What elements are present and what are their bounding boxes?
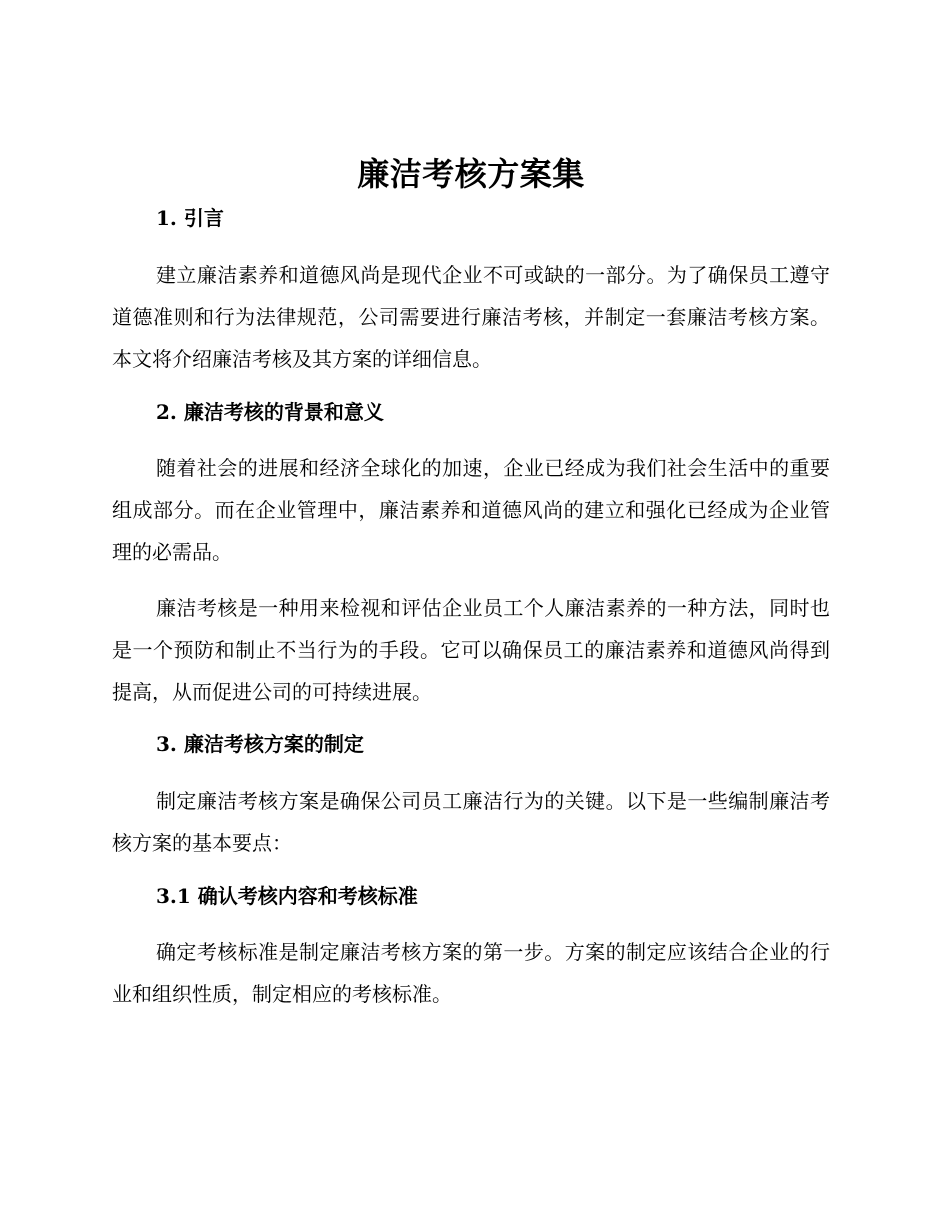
section-heading-introduction: 1. 引言: [156, 206, 224, 230]
paragraph-background-2: 廉洁考核是一种用来检视和评估企业员工个人廉洁素养的一种方法，同时也是一个预防和制止不当行为的手段。它可以确保员工的廉洁素养和道德风尚得到提高，从而促进公司的可持续进展。: [112, 596, 830, 704]
paragraph-formulation: 制定廉洁考核方案是确保公司员工廉洁行为的关键。以下是一些编制廉洁考核方案的基本要点：: [112, 789, 830, 855]
document-title: 廉洁考核方案集: [357, 155, 585, 193]
paragraph-background-1: 随着社会的进展和经济全球化的加速，企业已经成为我们社会生活中的重要组成部分。而在企业管理中，廉洁素养和道德风尚的建立和强化已经成为企业管理的必需品。: [112, 456, 830, 564]
document-page: [112, 150, 830, 1015]
section-heading-background: 2. 廉洁考核的背景和意义: [156, 400, 384, 424]
paragraph-introduction: 建立廉洁素养和道德风尚是现代企业不可或缺的一部分。为了确保员工遵守道德准则和行为法律规范，公司需要进行廉洁考核，并制定一套廉洁考核方案。本文将介绍廉洁考核及其方案的详细信息。: [112, 263, 830, 371]
paragraph-standards: 确定考核标准是制定廉洁考核方案的第一步。方案的制定应该结合企业的行业和组织性质，制定相应的考核标准。: [112, 940, 830, 1006]
section-heading-formulation: 3. 廉洁考核方案的制定: [156, 732, 364, 756]
subsection-heading-standards: 3.1 确认考核内容和考核标准: [156, 884, 418, 908]
